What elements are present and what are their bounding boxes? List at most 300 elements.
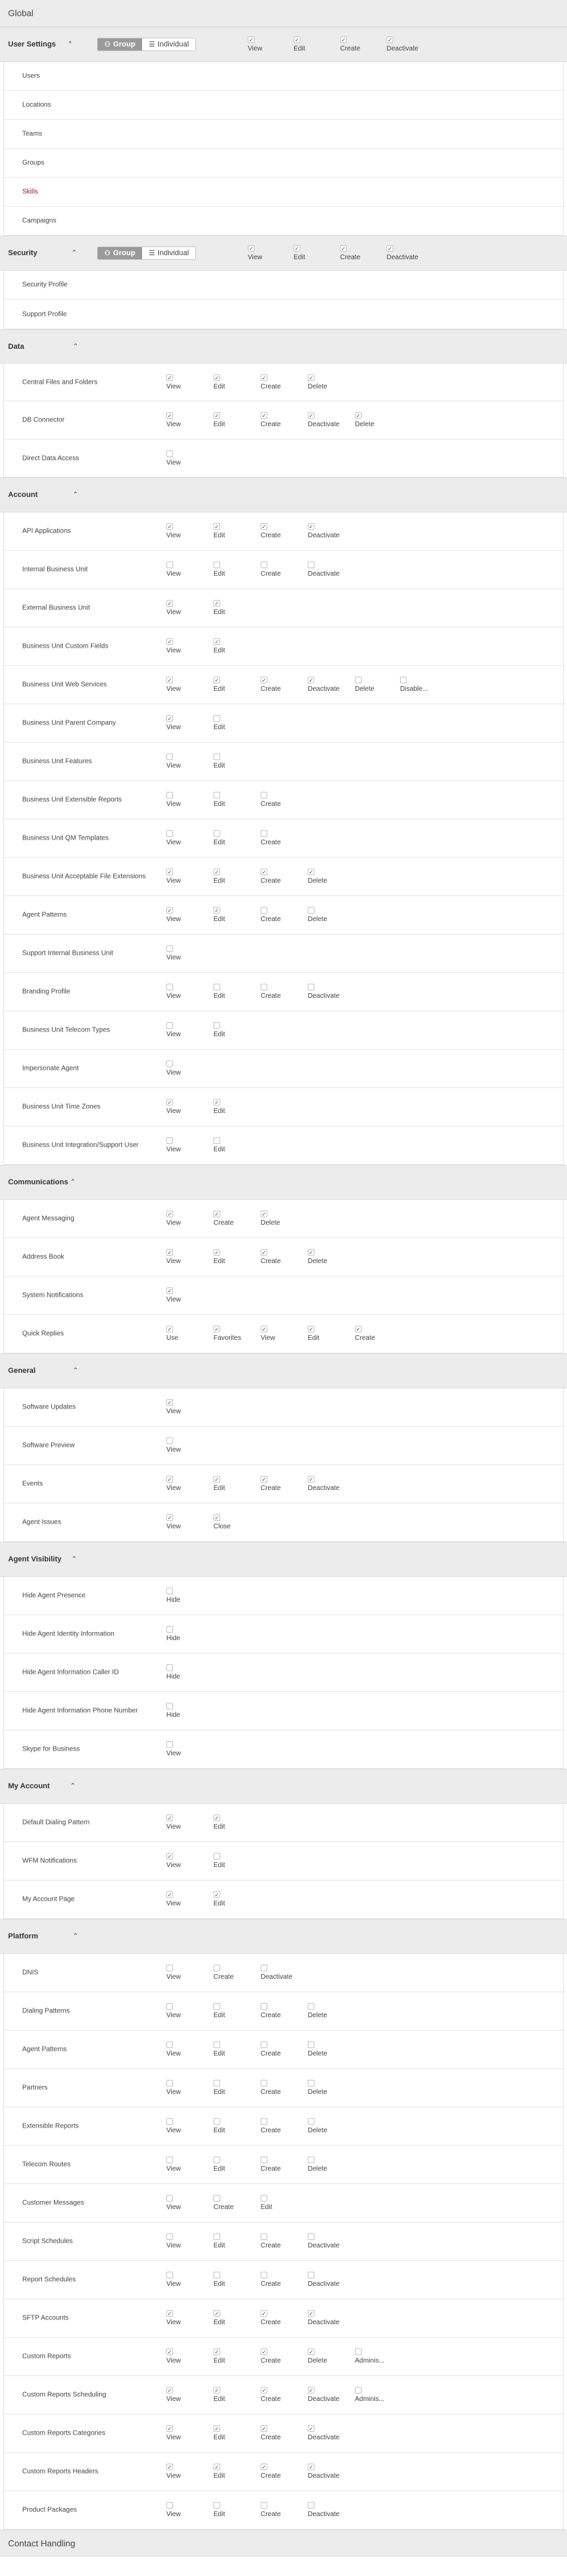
view-checkbox[interactable]: ✓ bbox=[167, 1815, 172, 1821]
deactivate-checkbox[interactable] bbox=[308, 2272, 314, 2278]
edit-checkbox[interactable] bbox=[213, 2272, 220, 2278]
footer-title: Contact Handling bbox=[8, 2538, 75, 2548]
perm-create-events bbox=[261, 1476, 281, 1492]
view-checkbox[interactable]: ✓ bbox=[248, 246, 254, 252]
chevron-up-icon[interactable]: ⌃ bbox=[73, 343, 79, 350]
row-label-teams[interactable]: Teams bbox=[22, 130, 42, 138]
view-checkbox[interactable]: ✓ bbox=[167, 524, 172, 530]
edit-checkbox[interactable] bbox=[213, 2003, 220, 2010]
perm-label: Create bbox=[261, 801, 281, 808]
perm-label: Edit bbox=[213, 2050, 226, 2058]
view-checkbox[interactable]: ✓ bbox=[261, 1326, 267, 1332]
row-label-business-unit-acceptable-file-extensions: Business Unit Acceptable File Extensions bbox=[22, 873, 146, 881]
edit-checkbox[interactable] bbox=[213, 984, 220, 990]
edit-checkbox[interactable]: ✓ bbox=[214, 413, 220, 419]
view-checkbox[interactable] bbox=[166, 1437, 173, 1444]
close-checkbox[interactable]: ✓ bbox=[214, 1515, 220, 1521]
delete-checkbox[interactable]: ✓ bbox=[308, 2349, 314, 2355]
create-checkbox[interactable]: ✓ bbox=[261, 869, 267, 875]
view-checkbox[interactable] bbox=[166, 2195, 173, 2202]
group-toggle-button[interactable] bbox=[98, 247, 142, 259]
permission-row bbox=[4, 401, 563, 440]
perm-view-db-connector bbox=[166, 412, 181, 428]
chevron-up-icon[interactable]: ⌃ bbox=[73, 1932, 79, 1940]
view-checkbox[interactable]: ✓ bbox=[167, 1211, 172, 1217]
adminis-checkbox[interactable] bbox=[355, 2348, 362, 2355]
create-checkbox[interactable]: ✓ bbox=[261, 524, 267, 530]
perm-view-business-unit-extensible-reports bbox=[166, 792, 181, 808]
view-checkbox[interactable]: ✓ bbox=[167, 2349, 172, 2355]
view-checkbox[interactable] bbox=[166, 2080, 173, 2087]
permission-row bbox=[4, 62, 563, 91]
individual-label: Individual bbox=[157, 40, 189, 48]
edit-checkbox[interactable]: ✓ bbox=[214, 869, 220, 875]
view-checkbox[interactable] bbox=[166, 2003, 173, 2010]
perm-label: View bbox=[166, 1900, 181, 1907]
perm-label: Create bbox=[261, 570, 281, 578]
permission-row bbox=[4, 1315, 563, 1353]
view-checkbox[interactable] bbox=[166, 1022, 173, 1029]
hide-checkbox[interactable] bbox=[166, 1626, 173, 1633]
create-checkbox[interactable]: ✓ bbox=[261, 2311, 267, 2317]
deactivate-checkbox[interactable]: ✓ bbox=[308, 2464, 314, 2470]
perm-create-custom-reports-headers bbox=[261, 2464, 281, 2480]
row-label-security-profile[interactable]: Security Profile bbox=[22, 281, 68, 289]
perm-label: Deactivate bbox=[308, 2472, 340, 2480]
perm-label: Edit bbox=[213, 2242, 226, 2249]
edit-checkbox[interactable] bbox=[213, 792, 220, 799]
permission-row bbox=[4, 1842, 563, 1880]
perm-label: View bbox=[166, 724, 181, 731]
section-header-security[interactable] bbox=[0, 236, 567, 271]
section-header-agent-visibility[interactable] bbox=[0, 1542, 567, 1577]
view-checkbox[interactable]: ✓ bbox=[167, 1250, 172, 1256]
deactivate-checkbox[interactable]: ✓ bbox=[308, 524, 314, 530]
view-checkbox[interactable] bbox=[166, 2233, 173, 2240]
view-checkbox[interactable]: ✓ bbox=[167, 1892, 172, 1898]
create-checkbox[interactable] bbox=[261, 2502, 267, 2509]
row-label-skills[interactable]: Skills bbox=[22, 188, 38, 196]
perm-label: Deactivate bbox=[308, 2242, 340, 2249]
row-label-custom-reports: Custom Reports bbox=[22, 2352, 71, 2361]
perm-label: Deactivate bbox=[308, 2319, 340, 2326]
deactivate-checkbox[interactable] bbox=[308, 2233, 314, 2240]
permission-row bbox=[4, 178, 563, 207]
view-checkbox[interactable]: ✓ bbox=[167, 374, 172, 381]
view-checkbox[interactable] bbox=[166, 2272, 173, 2278]
perm-label: Deactivate bbox=[308, 992, 340, 1000]
edit-checkbox[interactable] bbox=[213, 562, 220, 568]
permission-row bbox=[4, 1654, 563, 1692]
row-label-campaigns[interactable]: Campaigns bbox=[22, 217, 57, 225]
perm-label: View bbox=[166, 992, 181, 1000]
perm-create-api-applications bbox=[261, 523, 281, 539]
create-checkbox[interactable] bbox=[261, 2041, 267, 2048]
create-checkbox[interactable] bbox=[261, 830, 267, 837]
create-checkbox[interactable] bbox=[261, 2003, 267, 2010]
perm-label: Edit bbox=[213, 2280, 226, 2288]
edit-checkbox[interactable] bbox=[213, 1137, 220, 1144]
delete-checkbox[interactable]: ✓ bbox=[308, 374, 314, 381]
row-label-support-profile[interactable]: Support Profile bbox=[22, 310, 67, 318]
perm-delete-central-files-and-folders bbox=[308, 374, 327, 391]
perm-label: Delete bbox=[308, 916, 327, 923]
perm-view-software-preview bbox=[166, 1437, 181, 1454]
chevron-up-icon[interactable]: ⌃ bbox=[70, 1178, 76, 1186]
footer-section-header[interactable] bbox=[0, 2530, 567, 2556]
perm-label: Create bbox=[213, 1973, 234, 1981]
row-label-skype-for-business: Skype for Business bbox=[22, 1745, 80, 1753]
view-checkbox[interactable]: ✓ bbox=[167, 1288, 172, 1294]
view-checkbox[interactable]: ✓ bbox=[167, 677, 172, 683]
perm-use-quick-replies bbox=[166, 1326, 178, 1342]
create-checkbox[interactable]: ✓ bbox=[356, 1326, 361, 1332]
view-checkbox[interactable] bbox=[166, 792, 173, 799]
perm-label: View bbox=[166, 1973, 181, 1981]
perm-edit-business-unit-time-zones bbox=[213, 1099, 225, 1115]
create-checkbox[interactable] bbox=[261, 907, 267, 914]
perm-label: Create bbox=[261, 2319, 281, 2326]
edit-checkbox[interactable]: ✓ bbox=[294, 246, 300, 252]
hide-checkbox[interactable] bbox=[166, 1664, 173, 1671]
perm-edit-branding-profile bbox=[213, 984, 225, 1000]
group-individual-toggle bbox=[97, 246, 196, 260]
create-checkbox[interactable] bbox=[261, 2080, 267, 2087]
disable-checkbox[interactable] bbox=[400, 677, 407, 683]
view-checkbox[interactable] bbox=[166, 984, 173, 990]
group-toggle-button[interactable] bbox=[98, 38, 142, 50]
row-label-direct-data-access: Direct Data Access bbox=[22, 454, 79, 462]
view-checkbox[interactable]: ✓ bbox=[167, 2311, 172, 2317]
view-checkbox[interactable] bbox=[166, 562, 173, 568]
perm-label: Deactivate bbox=[308, 2434, 340, 2441]
edit-checkbox[interactable] bbox=[213, 753, 220, 760]
edit-checkbox[interactable]: ✓ bbox=[214, 1892, 220, 1898]
perm-label: Edit bbox=[213, 382, 226, 391]
deactivate-checkbox[interactable]: ✓ bbox=[308, 2426, 314, 2432]
edit-checkbox[interactable]: ✓ bbox=[214, 1477, 220, 1483]
delete-checkbox[interactable] bbox=[308, 2003, 314, 2010]
group-label: Group bbox=[112, 40, 135, 48]
view-checkbox[interactable]: ✓ bbox=[167, 601, 172, 607]
chevron-up-icon[interactable]: ⌃ bbox=[71, 249, 77, 257]
deactivate-checkbox[interactable] bbox=[261, 1965, 267, 1971]
row-label-groups[interactable]: Groups bbox=[22, 159, 44, 167]
create-checkbox[interactable] bbox=[261, 984, 267, 990]
permission-row bbox=[4, 666, 563, 704]
individual-toggle-button[interactable] bbox=[142, 247, 195, 259]
perm-label: Create bbox=[261, 1258, 281, 1265]
row-label-locations[interactable]: Locations bbox=[22, 101, 51, 109]
view-checkbox[interactable]: ✓ bbox=[167, 2387, 172, 2394]
perm-edit-header bbox=[294, 245, 305, 261]
perm-label: Edit bbox=[213, 1823, 226, 1831]
perm-create-quick-replies bbox=[355, 1326, 375, 1342]
create-checkbox[interactable]: ✓ bbox=[261, 374, 267, 381]
deactivate-checkbox[interactable]: ✓ bbox=[308, 2387, 314, 2394]
view-checkbox[interactable] bbox=[166, 2041, 173, 2048]
deactivate-checkbox[interactable]: ✓ bbox=[387, 246, 393, 252]
perm-label: View bbox=[166, 1862, 181, 1869]
perm-create-extensible-reports bbox=[261, 2118, 281, 2134]
create-checkbox[interactable] bbox=[261, 2118, 267, 2125]
delete-checkbox[interactable]: ✓ bbox=[308, 869, 314, 875]
edit-checkbox[interactable]: ✓ bbox=[214, 639, 220, 645]
deactivate-checkbox[interactable] bbox=[308, 2502, 314, 2509]
perm-view-sftp-accounts bbox=[166, 2310, 181, 2326]
permission-row bbox=[4, 2338, 563, 2376]
delete-checkbox[interactable]: ✓ bbox=[308, 1250, 314, 1256]
view-checkbox[interactable] bbox=[166, 1137, 173, 1144]
view-checkbox[interactable]: ✓ bbox=[167, 908, 172, 914]
perm-label: Create bbox=[261, 2472, 281, 2480]
create-checkbox[interactable]: ✓ bbox=[261, 2349, 267, 2355]
create-checkbox[interactable]: ✓ bbox=[261, 1250, 267, 1256]
edit-checkbox[interactable]: ✓ bbox=[214, 1099, 220, 1106]
chevron-up-icon[interactable]: ⌃ bbox=[67, 40, 73, 48]
perm-view-software-updates bbox=[166, 1399, 181, 1415]
edit-checkbox[interactable]: ✓ bbox=[214, 1815, 220, 1821]
row-label-business-unit-qm-templates: Business Unit QM Templates bbox=[22, 834, 109, 842]
permission-row bbox=[4, 1992, 563, 2031]
edit-checkbox[interactable]: ✓ bbox=[214, 2387, 220, 2394]
section-header-platform[interactable] bbox=[0, 1919, 567, 1954]
view-checkbox[interactable]: ✓ bbox=[167, 1515, 172, 1521]
section-header-my-account[interactable] bbox=[0, 1769, 567, 1804]
edit-checkbox[interactable] bbox=[213, 2041, 220, 2048]
section-header-general[interactable] bbox=[0, 1353, 567, 1388]
create-checkbox[interactable]: ✓ bbox=[341, 246, 346, 252]
deactivate-checkbox[interactable]: ✓ bbox=[308, 677, 314, 683]
section-header-user-settings[interactable] bbox=[0, 27, 567, 62]
create-checkbox[interactable]: ✓ bbox=[261, 2387, 267, 2394]
edit-checkbox[interactable] bbox=[213, 2233, 220, 2240]
perm-label: Delete bbox=[308, 877, 327, 885]
perm-label: Deactivate bbox=[387, 254, 419, 261]
chevron-up-icon[interactable]: ⌃ bbox=[71, 1555, 77, 1563]
perm-label: Create bbox=[213, 1219, 234, 1227]
perm-label: View bbox=[166, 2242, 181, 2249]
view-checkbox[interactable] bbox=[166, 1741, 173, 1748]
edit-checkbox[interactable] bbox=[213, 715, 220, 722]
view-checkbox[interactable]: ✓ bbox=[167, 2464, 172, 2470]
perm-label: Create bbox=[261, 382, 281, 391]
view-checkbox[interactable]: ✓ bbox=[167, 639, 172, 645]
view-checkbox[interactable] bbox=[166, 1060, 173, 1067]
perm-label: Edit bbox=[213, 2165, 226, 2173]
edit-checkbox[interactable] bbox=[213, 1853, 220, 1860]
favorites-checkbox[interactable]: ✓ bbox=[214, 1326, 220, 1332]
perm-deactivate-script-schedules bbox=[308, 2233, 339, 2249]
adminis-checkbox[interactable] bbox=[355, 2387, 362, 2394]
section-header-data[interactable] bbox=[0, 329, 567, 364]
create-checkbox[interactable]: ✓ bbox=[261, 1477, 267, 1483]
view-checkbox[interactable] bbox=[166, 2157, 173, 2163]
view-checkbox[interactable]: ✓ bbox=[167, 1400, 172, 1406]
perm-edit-wfm-notifications bbox=[213, 1853, 225, 1869]
create-checkbox[interactable]: ✓ bbox=[261, 413, 267, 419]
perm-create-header bbox=[340, 36, 360, 53]
perm-label: View bbox=[166, 877, 181, 885]
perm-hide-hide-agent-information-phone-number bbox=[166, 1703, 180, 1719]
perm-label: Create bbox=[261, 2012, 281, 2019]
permission-row bbox=[4, 2223, 563, 2261]
view-checkbox[interactable] bbox=[166, 1965, 173, 1971]
view-checkbox[interactable] bbox=[166, 830, 173, 837]
create-checkbox[interactable]: ✓ bbox=[341, 37, 346, 43]
chevron-up-icon[interactable]: ⌃ bbox=[73, 1367, 79, 1375]
create-checkbox[interactable] bbox=[261, 2157, 267, 2163]
create-checkbox[interactable]: ✓ bbox=[261, 677, 267, 683]
section-title: Data bbox=[8, 342, 24, 351]
create-checkbox[interactable] bbox=[261, 792, 267, 799]
perm-label: Hide bbox=[166, 1711, 180, 1719]
edit-checkbox[interactable]: ✓ bbox=[214, 2426, 220, 2432]
perm-edit-custom-reports-headers bbox=[213, 2464, 225, 2480]
create-checkbox[interactable] bbox=[261, 2272, 267, 2278]
edit-checkbox[interactable]: ✓ bbox=[214, 601, 220, 607]
edit-checkbox[interactable]: ✓ bbox=[214, 374, 220, 381]
section-header-account[interactable] bbox=[0, 477, 567, 512]
create-checkbox[interactable] bbox=[213, 1965, 220, 1971]
perm-label: Create bbox=[261, 839, 281, 846]
perm-label: Edit bbox=[213, 2472, 226, 2480]
view-checkbox[interactable]: ✓ bbox=[167, 716, 172, 722]
row-label-custom-reports-categories: Custom Reports Categories bbox=[22, 2429, 106, 2437]
section-header-communications[interactable] bbox=[0, 1165, 567, 1200]
perm-edit-external-business-unit bbox=[213, 600, 225, 616]
create-checkbox[interactable] bbox=[213, 2195, 220, 2202]
edit-checkbox[interactable]: ✓ bbox=[214, 677, 220, 683]
row-label-users[interactable]: Users bbox=[22, 72, 40, 80]
perm-label: View bbox=[166, 2472, 181, 2480]
row-label-hide-agent-identity-information: Hide Agent Identity Information bbox=[22, 1630, 114, 1638]
view-checkbox[interactable] bbox=[166, 2502, 173, 2509]
deactivate-checkbox[interactable]: ✓ bbox=[308, 2311, 314, 2317]
edit-checkbox[interactable] bbox=[213, 1022, 220, 1029]
perm-delete-telecom-routes bbox=[308, 2157, 327, 2173]
edit-checkbox[interactable]: ✓ bbox=[294, 37, 300, 43]
deactivate-checkbox[interactable] bbox=[308, 984, 314, 990]
deactivate-checkbox[interactable]: ✓ bbox=[387, 37, 393, 43]
perm-label: Delete bbox=[355, 685, 374, 693]
perm-view-agent-patterns bbox=[166, 2041, 181, 2058]
create-checkbox[interactable] bbox=[261, 2233, 267, 2240]
deactivate-checkbox[interactable]: ✓ bbox=[308, 1477, 314, 1483]
edit-checkbox[interactable] bbox=[213, 2157, 220, 2163]
edit-checkbox[interactable] bbox=[213, 2080, 220, 2087]
delete-checkbox[interactable] bbox=[308, 2157, 314, 2163]
view-checkbox[interactable] bbox=[166, 2118, 173, 2125]
edit-checkbox[interactable]: ✓ bbox=[214, 2349, 220, 2355]
row-label-system-notifications: System Notifications bbox=[22, 1291, 84, 1299]
delete-checkbox[interactable]: ✓ bbox=[356, 413, 361, 419]
view-checkbox[interactable]: ✓ bbox=[167, 869, 172, 875]
edit-checkbox[interactable] bbox=[213, 830, 220, 837]
deactivate-checkbox[interactable] bbox=[308, 562, 314, 568]
create-checkbox[interactable] bbox=[261, 562, 267, 568]
row-label-dnis: DNIS bbox=[22, 1969, 38, 1977]
create-checkbox[interactable]: ✓ bbox=[261, 2464, 267, 2470]
perm-label: Create bbox=[213, 2204, 234, 2211]
perm-delete-business-unit-web-services bbox=[355, 677, 374, 693]
edit-checkbox[interactable]: ✓ bbox=[214, 524, 220, 530]
perm-edit-agent-patterns bbox=[213, 2041, 225, 2058]
hide-checkbox[interactable] bbox=[166, 1703, 173, 1709]
section-body-security bbox=[3, 271, 564, 329]
section-title: General bbox=[8, 1367, 36, 1375]
row-label-custom-reports-scheduling: Custom Reports Scheduling bbox=[22, 2391, 106, 2399]
individual-toggle-button[interactable] bbox=[142, 38, 195, 50]
perm-label: View bbox=[248, 254, 263, 261]
perm-label: Deactivate bbox=[308, 532, 340, 539]
chevron-up-icon[interactable]: ⌃ bbox=[70, 1782, 76, 1790]
view-checkbox[interactable]: ✓ bbox=[167, 413, 172, 419]
delete-checkbox[interactable] bbox=[308, 2041, 314, 2048]
delete-checkbox[interactable] bbox=[355, 677, 362, 683]
perm-edit-business-unit-telecom-types bbox=[213, 1022, 225, 1038]
perm-delete-custom-reports bbox=[308, 2348, 327, 2365]
view-checkbox[interactable] bbox=[166, 450, 173, 457]
edit-checkbox[interactable]: ✓ bbox=[214, 1250, 220, 1256]
list-icon: ☰ bbox=[148, 40, 155, 48]
perm-label: View bbox=[166, 1146, 181, 1153]
permission-row bbox=[4, 2069, 563, 2107]
edit-checkbox[interactable]: ✓ bbox=[214, 2311, 220, 2317]
use-checkbox[interactable]: ✓ bbox=[167, 1326, 172, 1332]
perm-label: View bbox=[166, 762, 181, 770]
perm-edit-business-unit-features bbox=[213, 753, 225, 770]
perm-label: Delete bbox=[308, 2127, 327, 2134]
delete-checkbox[interactable]: ✓ bbox=[261, 1211, 267, 1217]
create-checkbox[interactable]: ✓ bbox=[214, 1211, 220, 1217]
edit-checkbox[interactable]: ✓ bbox=[308, 1326, 314, 1332]
chevron-up-icon[interactable]: ⌃ bbox=[73, 491, 79, 499]
perm-view-impersonate-agent bbox=[166, 1060, 181, 1077]
view-checkbox[interactable]: ✓ bbox=[167, 2426, 172, 2432]
create-checkbox[interactable]: ✓ bbox=[261, 2426, 267, 2432]
perm-create-telecom-routes bbox=[261, 2157, 281, 2173]
perm-delete-agent-patterns bbox=[308, 907, 327, 923]
deactivate-checkbox[interactable]: ✓ bbox=[308, 413, 314, 419]
edit-checkbox[interactable] bbox=[261, 2195, 267, 2202]
edit-checkbox[interactable] bbox=[213, 2502, 220, 2509]
delete-checkbox[interactable] bbox=[308, 2118, 314, 2125]
perm-create-business-unit-extensible-reports bbox=[261, 792, 281, 808]
perm-view-api-applications bbox=[166, 523, 181, 539]
edit-checkbox[interactable]: ✓ bbox=[214, 908, 220, 914]
hide-checkbox[interactable] bbox=[166, 1588, 173, 1594]
perm-edit-custom-reports-scheduling bbox=[213, 2387, 225, 2403]
perm-view-business-unit-qm-templates bbox=[166, 830, 181, 846]
perm-view-extensible-reports bbox=[166, 2118, 181, 2134]
permission-row bbox=[4, 1954, 563, 1992]
edit-checkbox[interactable] bbox=[213, 2118, 220, 2125]
view-checkbox[interactable]: ✓ bbox=[167, 1477, 172, 1483]
view-checkbox[interactable]: ✓ bbox=[248, 37, 254, 43]
view-checkbox[interactable]: ✓ bbox=[167, 1099, 172, 1106]
view-checkbox[interactable]: ✓ bbox=[167, 1854, 172, 1860]
view-checkbox[interactable] bbox=[166, 753, 173, 760]
view-checkbox[interactable] bbox=[166, 945, 173, 952]
perm-deactivate-product-packages bbox=[308, 2502, 339, 2518]
edit-checkbox[interactable]: ✓ bbox=[214, 2464, 220, 2470]
delete-checkbox[interactable] bbox=[308, 2080, 314, 2087]
delete-checkbox[interactable] bbox=[308, 907, 314, 914]
perm-label: Delete bbox=[308, 2012, 327, 2019]
perm-label: Edit bbox=[213, 609, 226, 616]
permission-row bbox=[4, 1692, 563, 1730]
